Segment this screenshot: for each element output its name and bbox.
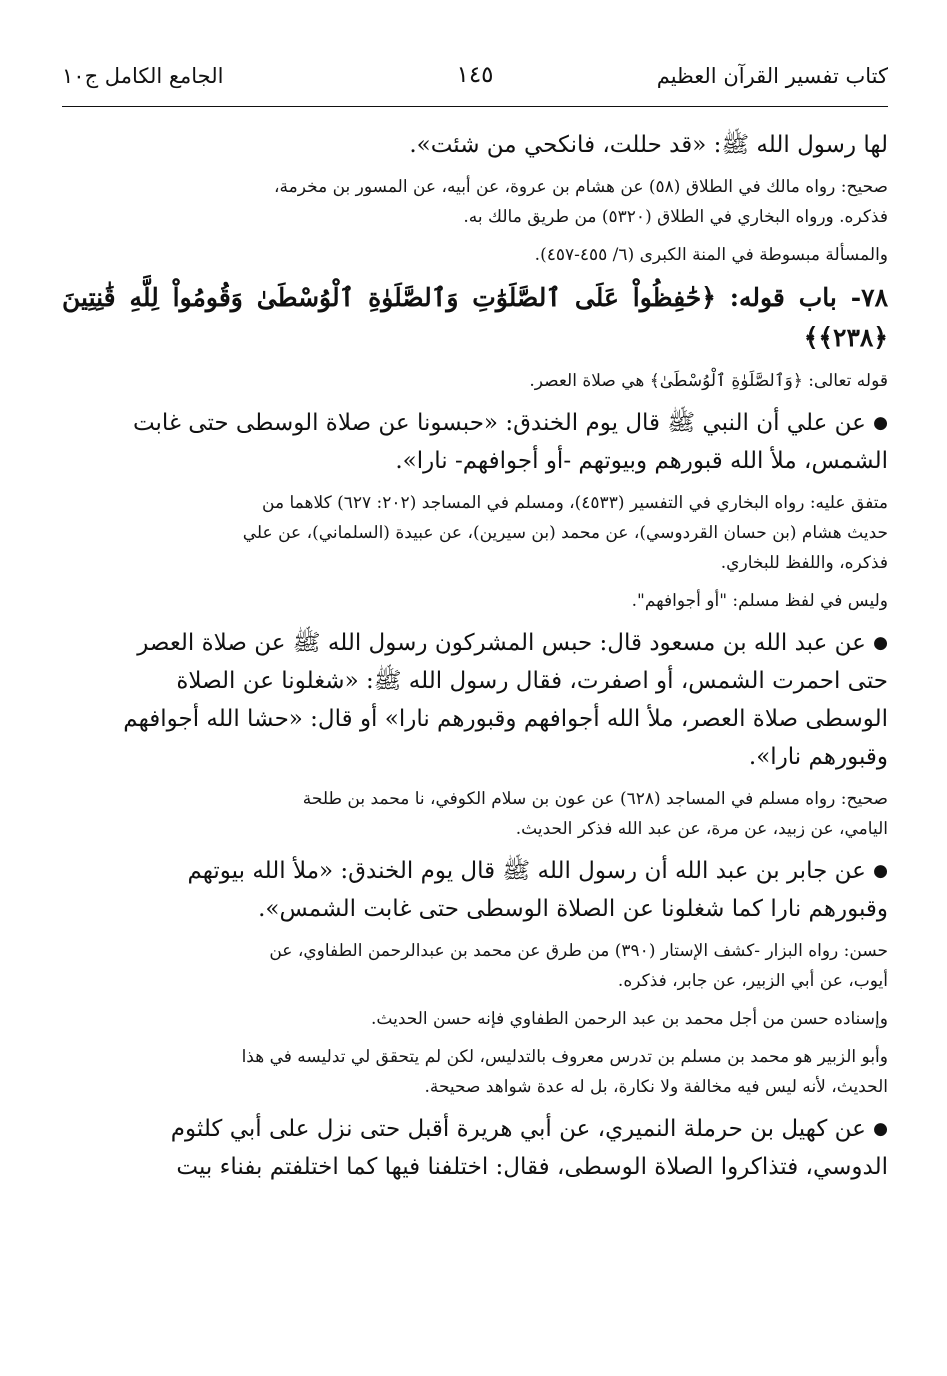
note-text: وإسناده حسن من أجل محمد بن عبد الرحمن الطفاوي فإنه حسن الحديث. — [371, 1009, 888, 1029]
note-1 — [62, 172, 888, 232]
hadith-2 — [62, 624, 888, 776]
hadith-text: عن جابر بن عبد الله أن رسول الله ﷺ قال يوم الخندق: «ملأ الله بيوتهم وقبورهم نارا كما شغلونا عن الصلاة الوسطى حتى غابت الشمس». — [187, 858, 888, 922]
running-header — [62, 58, 888, 98]
hadith-text: عن علي أن النبي ﷺ قال يوم الخندق: «حبسونا عن صلاة الوسطى حتى غابت الشمس، ملأ الله قبورهم وبيوتهم -أو أجوافهم- نارا». — [132, 410, 888, 474]
book-title: كتاب تفسير القرآن العظيم — [656, 64, 888, 88]
note-9 — [62, 1042, 888, 1102]
chapter-heading — [62, 278, 888, 358]
note-text: صحيح: رواه مالك في الطلاق (٥٨) عن هشام بن عروة، عن أبيه، عن المسور بن مخرمة، فذكره. ورواه البخاري في الطلاق (٥٣٢٠) من طريق مالك به. — [274, 177, 888, 227]
note-text: وأبو الزبير هو محمد بن مسلم بن تدرس معروف بالتدليس، لكن لم يتحقق لي تدليسه في هذا الحديث، لأنه ليس فيه مخالفة ولا نكارة، بل له عدة شواهد صحيحة. — [241, 1047, 888, 1097]
note-text: حسن: رواه البزار -كشف الإستار (٣٩٠) من طرق عن محمد بن عبدالرحمن الطفاوي، عن أيوب، عن أبي الزبير، عن جابر، فذكره. — [269, 941, 888, 991]
volume-label: الجامع الكامل ج١٠ — [62, 64, 224, 88]
heading-text: ٧٨- باب قوله: ﴿حَٰفِظُواْ عَلَى ٱلصَّلَوَٰتِ وَٱلصَّلَوٰةِ ٱلْوُسْطَىٰ وَقُومُواْ لِلَّهِ قَٰنِتِينَ ﴿٢٣٨﴾﴾ — [62, 283, 888, 352]
note-7 — [62, 936, 888, 996]
paragraph-text: لها رسول الله ﷺ: «قد حللت، فانكحي من شئت». — [409, 132, 888, 158]
hadith-1 — [62, 404, 888, 480]
bullet-icon: ● — [873, 633, 888, 653]
note-5 — [62, 586, 888, 616]
note-4 — [62, 488, 888, 578]
note-2 — [62, 240, 888, 270]
page-number: ١٤٥ — [456, 62, 494, 88]
note-text: صحيح: رواه مسلم في المساجد (٦٢٨) عن عون بن سلام الكوفي، نا محمد بن طلحة اليامي، عن زبيد، عن مرة، عن عبد الله فذكر الحديث. — [302, 789, 888, 839]
note-3 — [62, 366, 888, 396]
bullet-icon: ● — [873, 1119, 888, 1139]
hadith-4 — [62, 1110, 888, 1186]
hadith-text: عن كهيل بن حرملة النميري، عن أبي هريرة أقبل حتى نزل على أبي كلثوم الدوسي، فتذاكروا الصلاة الوسطى، فقال: اختلفنا فيها كما اختلفتم بفناء بيت — [170, 1116, 888, 1180]
bullet-icon: ● — [873, 413, 888, 433]
note-6 — [62, 784, 888, 844]
note-text: والمسألة مبسوطة في المنة الكبرى (٦/ ٤٥٥-٤٥٧). — [534, 245, 888, 265]
note-8 — [62, 1004, 888, 1034]
bullet-icon: ● — [873, 861, 888, 881]
note-text: وليس في لفظ مسلم: "أو أجوافهم". — [631, 591, 888, 611]
note-text: متفق عليه: رواه البخاري في التفسير (٤٥٣٣)، ومسلم في المساجد (٢٠٢: ٦٢٧) كلاهما من حديث هشام (بن حسان القردوسي)، عن محمد (بن سيرين)، عن عبيدة (السلماني)، عن علي فذكره، واللفظ للبخاري. — [242, 493, 888, 573]
note-text: قوله تعالى: ﴿وَٱلصَّلَوٰةِ ٱلْوُسْطَىٰ﴾ هي صلاة العصر. — [529, 371, 888, 391]
page-body — [62, 126, 888, 1194]
header-divider — [62, 106, 888, 107]
hadith-text: عن عبد الله بن مسعود قال: حبس المشركون رسول الله ﷺ عن صلاة العصر حتى احمرت الشمس، أو اصفرت، فقال رسول الله ﷺ: «شغلونا عن الصلاة الوسطى صلاة العصر، ملأ الله أجوافهم وقبورهم نارا» أو قال: «حشا الله أجوافهم وقبورهم نارا». — [123, 630, 888, 770]
paragraph-1 — [62, 126, 888, 164]
hadith-3 — [62, 852, 888, 928]
